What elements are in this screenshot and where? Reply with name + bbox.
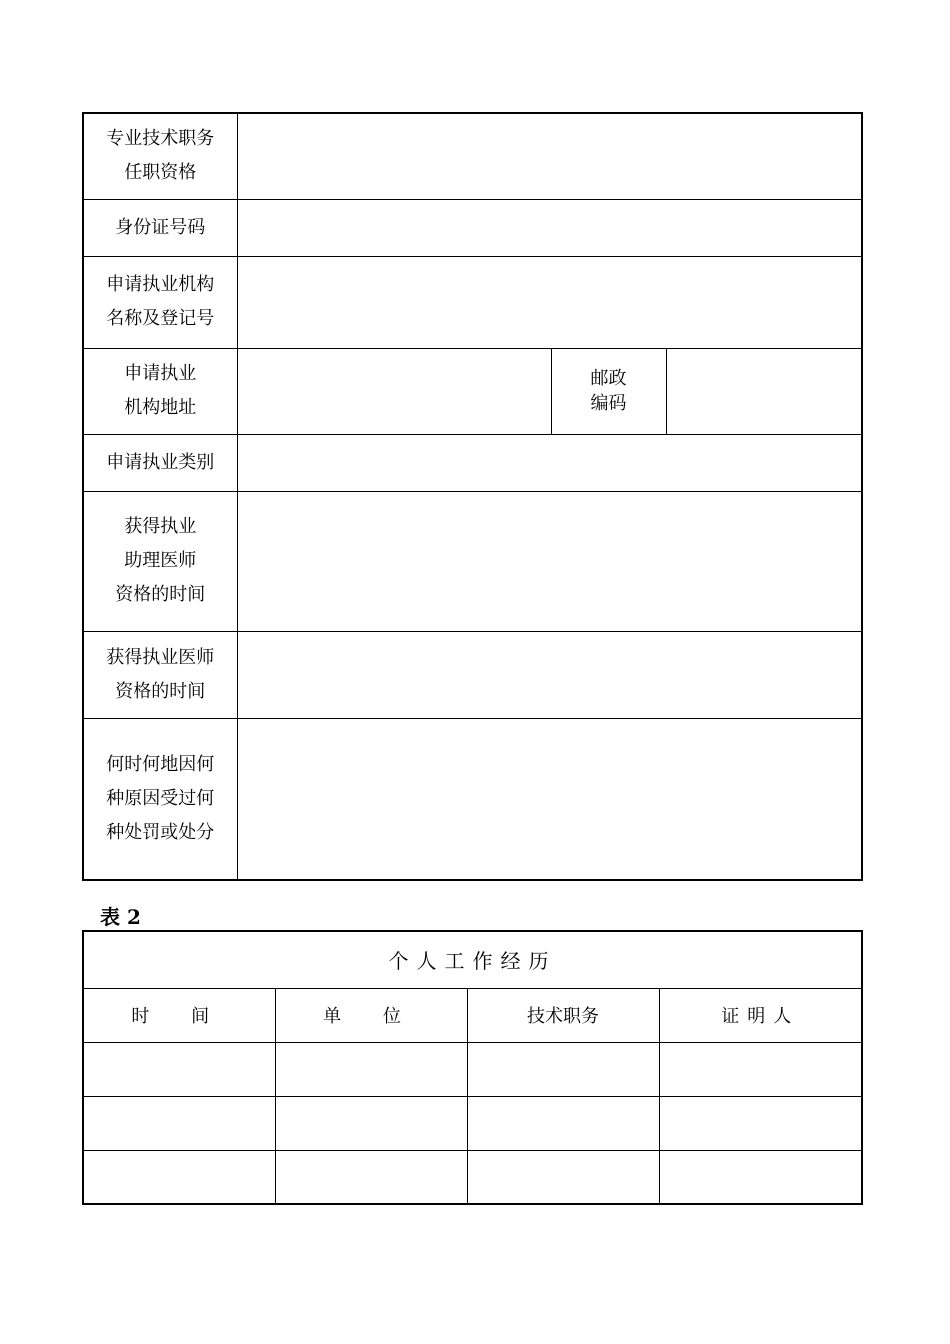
table-row (83, 348, 862, 434)
penalty-record-field[interactable] (237, 718, 862, 880)
id-number-field[interactable] (237, 199, 862, 256)
witness-cell[interactable] (659, 1042, 862, 1096)
table-row (83, 931, 862, 988)
header-witness: 证明人 (659, 988, 862, 1042)
label-professional-title: 专业技术职务 任职资格 (83, 113, 237, 199)
table-row (83, 1150, 862, 1204)
label-id-number: 身份证号码 (83, 199, 237, 256)
technical-title-cell[interactable] (467, 1096, 659, 1150)
header-technical-title: 技术职务 (467, 988, 659, 1042)
time-cell[interactable] (83, 1042, 275, 1096)
institution-address-field[interactable] (237, 348, 551, 434)
table-row (83, 1096, 862, 1150)
header-time: 时 间 (83, 988, 275, 1042)
table2-label: 表 2 (100, 905, 141, 929)
time-cell[interactable] (83, 1096, 275, 1150)
label-penalty-record: 何时何地因何 种原因受过何 种处罚或处分 (83, 718, 237, 880)
table-row (83, 988, 862, 1042)
label-practice-category: 申请执业类别 (83, 434, 237, 491)
practice-category-field[interactable] (237, 434, 862, 491)
table-row (83, 434, 862, 491)
table-row (83, 631, 862, 718)
physician-qualification-time-field[interactable] (237, 631, 862, 718)
work-experience-table (82, 930, 863, 1205)
table-row (83, 199, 862, 256)
postal-code-field[interactable] (666, 348, 862, 434)
label-institution-name: 申请执业机构 名称及登记号 (83, 256, 237, 348)
technical-title-cell[interactable] (467, 1042, 659, 1096)
table-row (83, 113, 862, 199)
unit-cell[interactable] (275, 1042, 467, 1096)
witness-cell[interactable] (659, 1096, 862, 1150)
assistant-qualification-time-field[interactable] (237, 491, 862, 631)
institution-name-field[interactable] (237, 256, 862, 348)
label-institution-address: 申请执业 机构地址 (83, 348, 237, 434)
label-postal-code: 邮政 编码 (551, 348, 666, 434)
table-row (83, 1042, 862, 1096)
table-row (83, 256, 862, 348)
label-physician-qualification-time: 获得执业医师 资格的时间 (83, 631, 237, 718)
technical-title-cell[interactable] (467, 1150, 659, 1204)
header-unit: 单 位 (275, 988, 467, 1042)
table-row (83, 718, 862, 880)
professional-title-field[interactable] (237, 113, 862, 199)
unit-cell[interactable] (275, 1096, 467, 1150)
table2-title: 个人工作经历 (83, 931, 862, 988)
witness-cell[interactable] (659, 1150, 862, 1204)
application-info-table (82, 112, 863, 881)
label-assistant-qualification-time: 获得执业 助理医师 资格的时间 (83, 491, 237, 631)
time-cell[interactable] (83, 1150, 275, 1204)
table-row (83, 491, 862, 631)
unit-cell[interactable] (275, 1150, 467, 1204)
